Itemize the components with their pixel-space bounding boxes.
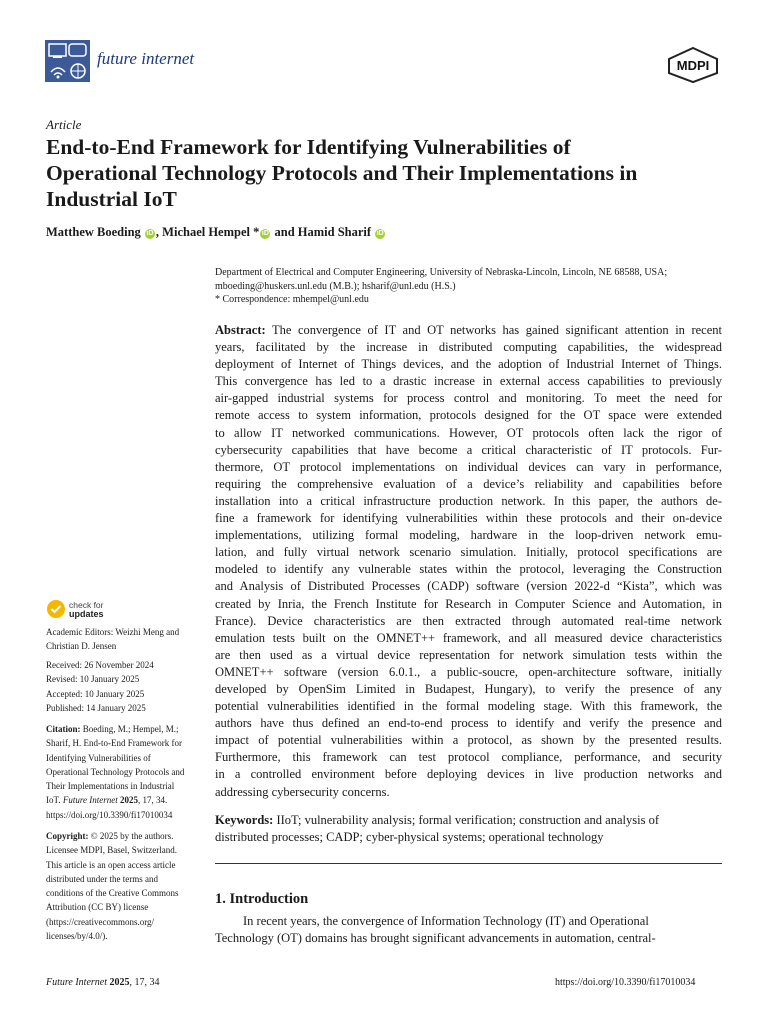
abstract xyxy=(215,322,722,801)
date-received: Received: 26 November 2024 xyxy=(46,660,154,670)
side-line: Identifying Vulnerabilities of xyxy=(46,752,151,763)
side-line xyxy=(46,722,211,736)
copyright-text: © 2025 by the authors. xyxy=(88,831,174,841)
side-line: Christian D. Jensen xyxy=(46,641,117,652)
title-line: Operational Technology Protocols and Their Implementations in xyxy=(46,161,638,185)
section-divider xyxy=(215,863,722,864)
abstract-line: France). Device characteristics are then extracted through automated real-time network xyxy=(215,613,722,628)
abstract-line: in a controlled environment before deploying devices in live production networks and xyxy=(215,767,722,782)
side-line: Operational Technology Protocols and xyxy=(46,766,185,777)
author-name: Michael Hempel * xyxy=(162,225,260,239)
citation-journal: Future Internet xyxy=(62,795,118,806)
date-accepted: Accepted: 10 January 2025 xyxy=(46,688,145,699)
article-type: Article xyxy=(46,117,82,132)
abstract-line: created by Inria, the French Institute for Research in Computer Science and Automation, in xyxy=(215,596,722,611)
side-line: Attribution (CC BY) license xyxy=(46,902,149,913)
introduction-text xyxy=(215,913,722,947)
affiliation-line: mboeding@huskers.unl.edu (M.B.); hsharif@unl.edu (H.S.) xyxy=(215,280,456,292)
intro-line: In recent years, the convergence of Information Technology (IT) and Operational xyxy=(243,914,649,928)
date-revised: Revised: 10 January 2025 xyxy=(46,674,140,685)
copyright-label: Copyright: xyxy=(46,831,89,841)
title-line: Industrial IoT xyxy=(46,187,177,211)
affiliation-line: Department of Electrical and Computer Engineering, University of Nebraska-Lincoln, Lincoln, NE 68588, USA; xyxy=(215,267,668,278)
author-list xyxy=(46,225,386,240)
mdpi-logo-text: MDPI xyxy=(676,58,710,73)
abstract-line: impact of potential vulnerabilities within a protocol, as shown by the presented results. xyxy=(215,733,722,748)
abstract-line: installation into a critical infrastructure production network. In this paper, the authors de- xyxy=(215,493,722,508)
citation-prefix: IoT. xyxy=(46,795,63,806)
journal-name: future internet xyxy=(97,49,195,68)
footer-volume: , 17, 34 xyxy=(129,977,160,988)
correspondence-line: * Correspondence: mhempel@unl.edu xyxy=(215,294,369,305)
abstract-line: Furthermore, this framework can test protocol compliance, performance, and security xyxy=(215,750,722,765)
abstract-line: to allow IT networked communications. However, OT protocols often lack the rigor of xyxy=(215,425,722,440)
license-link[interactable]: licenses/by/4.0/). xyxy=(46,931,108,942)
keywords xyxy=(215,812,722,846)
side-line: This article is an open access article xyxy=(46,859,176,870)
side-line xyxy=(46,793,211,807)
check-for-updates-badge[interactable] xyxy=(46,598,126,620)
side-line: Sharif, H. End-to-End Framework for xyxy=(46,738,182,749)
citation-volume: , 17, 34. xyxy=(137,795,168,806)
citation-text: Boeding, M.; Hempel, M.; xyxy=(80,724,179,734)
abstract-line: fine a framework for identifying vulnerabilities within these protocols and their on-device xyxy=(215,511,722,526)
footer-journal: Future Internet xyxy=(46,977,108,988)
abstract-line: modeled to identify any vulnerable states within the protocol, leveraging the Construction xyxy=(215,562,722,577)
abstract-line: This convergence has led to a drastic increase in external access capabilities to previously xyxy=(215,374,722,389)
check-for-label: check for xyxy=(69,600,104,610)
abstract-line: deployment of Internet of Things devices, and the adoption of Industrial Internet of Things. xyxy=(215,357,722,372)
abstract-line: cybersecurity capabilities that have become a critical characteristic of IT protocols. Fur- xyxy=(215,442,722,457)
keywords-text: IIoT; vulnerability analysis; formal verification; construction and analysis of xyxy=(273,813,659,827)
abstract-line: are then used as a virtual device representation for network simulation tests within the xyxy=(215,647,722,662)
abstract-label: Abstract: xyxy=(215,323,266,337)
footer-doi-link[interactable]: https://doi.org/10.3390/fi17010034 xyxy=(555,977,696,988)
side-line: Academic Editors: Weizhi Meng and xyxy=(46,627,180,637)
author-name: Hamid Sharif xyxy=(297,225,372,239)
author-separator: , xyxy=(155,225,163,239)
section-heading: 1. Introduction xyxy=(215,891,309,907)
author-separator: and xyxy=(271,225,298,239)
copyright xyxy=(46,829,211,943)
abstract-line: air-gapped industrial systems for process control and monitoring. To meet the need for xyxy=(215,391,722,406)
intro-line: Technology (OT) domains has brought significant advancements in automation, central- xyxy=(215,931,656,946)
abstract-line: requiring the comprehensive evaluation of a device’s reliability and capabilities before xyxy=(215,476,722,491)
mdpi-logo-icon xyxy=(664,46,722,84)
affiliation xyxy=(215,266,725,307)
abstract-line: thermore, OT protocol implementations on individual devices can vary in performance, xyxy=(215,459,722,474)
orcid-icon[interactable]: iD xyxy=(376,230,384,237)
abstract-line: implementations, utilizing formal modeling, hardware in the loop-driven network emu- xyxy=(215,528,722,543)
citation-label: Citation: xyxy=(46,724,81,734)
academic-editors xyxy=(46,625,211,654)
keywords-line: distributed processes; CADP; cyber-physical systems; operational technology xyxy=(215,830,604,844)
footer-year: 2025 xyxy=(109,977,130,988)
abstract-line: lation, and fully virtual network scenario simulation. Initially, protocol specifications are xyxy=(215,545,722,560)
side-line: distributed under the terms and xyxy=(46,873,158,884)
side-line: Licensee MDPI, Basel, Switzerland. xyxy=(46,845,177,856)
journal-logo-icon xyxy=(45,40,90,82)
updates-label: updates xyxy=(69,609,104,619)
footer-citation xyxy=(46,977,160,988)
abstract-line: authors have thus defined an end-to-end process to identify and verify the presence and xyxy=(215,716,722,731)
abstract-line: developed by OpenSim Limited in Budapest, Hungary), to verify the presence of any xyxy=(215,681,722,696)
abstract-line: and Analysis of Distributed Processes (CADP) software (version 2022-d “Kista”, which was xyxy=(215,579,722,594)
side-line: Their Implementations in Industrial xyxy=(46,781,175,792)
check-icon xyxy=(47,600,65,618)
abstract-text: The convergence of IT and OT networks has gained significant attention in recent xyxy=(265,323,722,337)
title-line: End-to-End Framework for Identifying Vulnerabilities of xyxy=(46,135,571,159)
license-link[interactable]: (https://creativecommons.org/ xyxy=(46,916,155,927)
citation-year: 2025 xyxy=(119,795,138,806)
author-name: Matthew Boeding xyxy=(46,225,141,239)
abstract-line xyxy=(215,322,722,339)
orcid-icon[interactable]: iD xyxy=(146,230,154,237)
side-line: conditions of the Creative Commons xyxy=(46,888,179,899)
citation xyxy=(46,722,211,822)
keywords-line xyxy=(215,812,722,829)
abstract-line: remote access to system information, protocols designed for the OT space were extended xyxy=(215,408,722,423)
abstract-line: addressing cybersecurity concerns. xyxy=(215,784,390,799)
side-line xyxy=(46,829,211,843)
citation-doi-link[interactable]: https://doi.org/10.3390/fi17010034 xyxy=(46,809,173,820)
abstract-line: potential vulnerabilities identified in the formal modeling stage. With this framework, the xyxy=(215,699,722,714)
article-title xyxy=(46,134,736,212)
abstract-line: OMNET++ software (version 6.0.1., a public-soucre, open-architecture software, initially xyxy=(215,664,722,679)
publication-dates xyxy=(46,658,211,715)
orcid-icon[interactable]: iD xyxy=(261,230,269,237)
abstract-line: years, facilitated by the increase in distributed computing capabilities, the widespread xyxy=(215,340,722,355)
keywords-label: Keywords: xyxy=(215,813,274,827)
abstract-line: emulation tests built on the OMNET++ framework, and all measured device characteristics xyxy=(215,630,722,645)
date-published: Published: 14 January 2025 xyxy=(46,702,146,713)
